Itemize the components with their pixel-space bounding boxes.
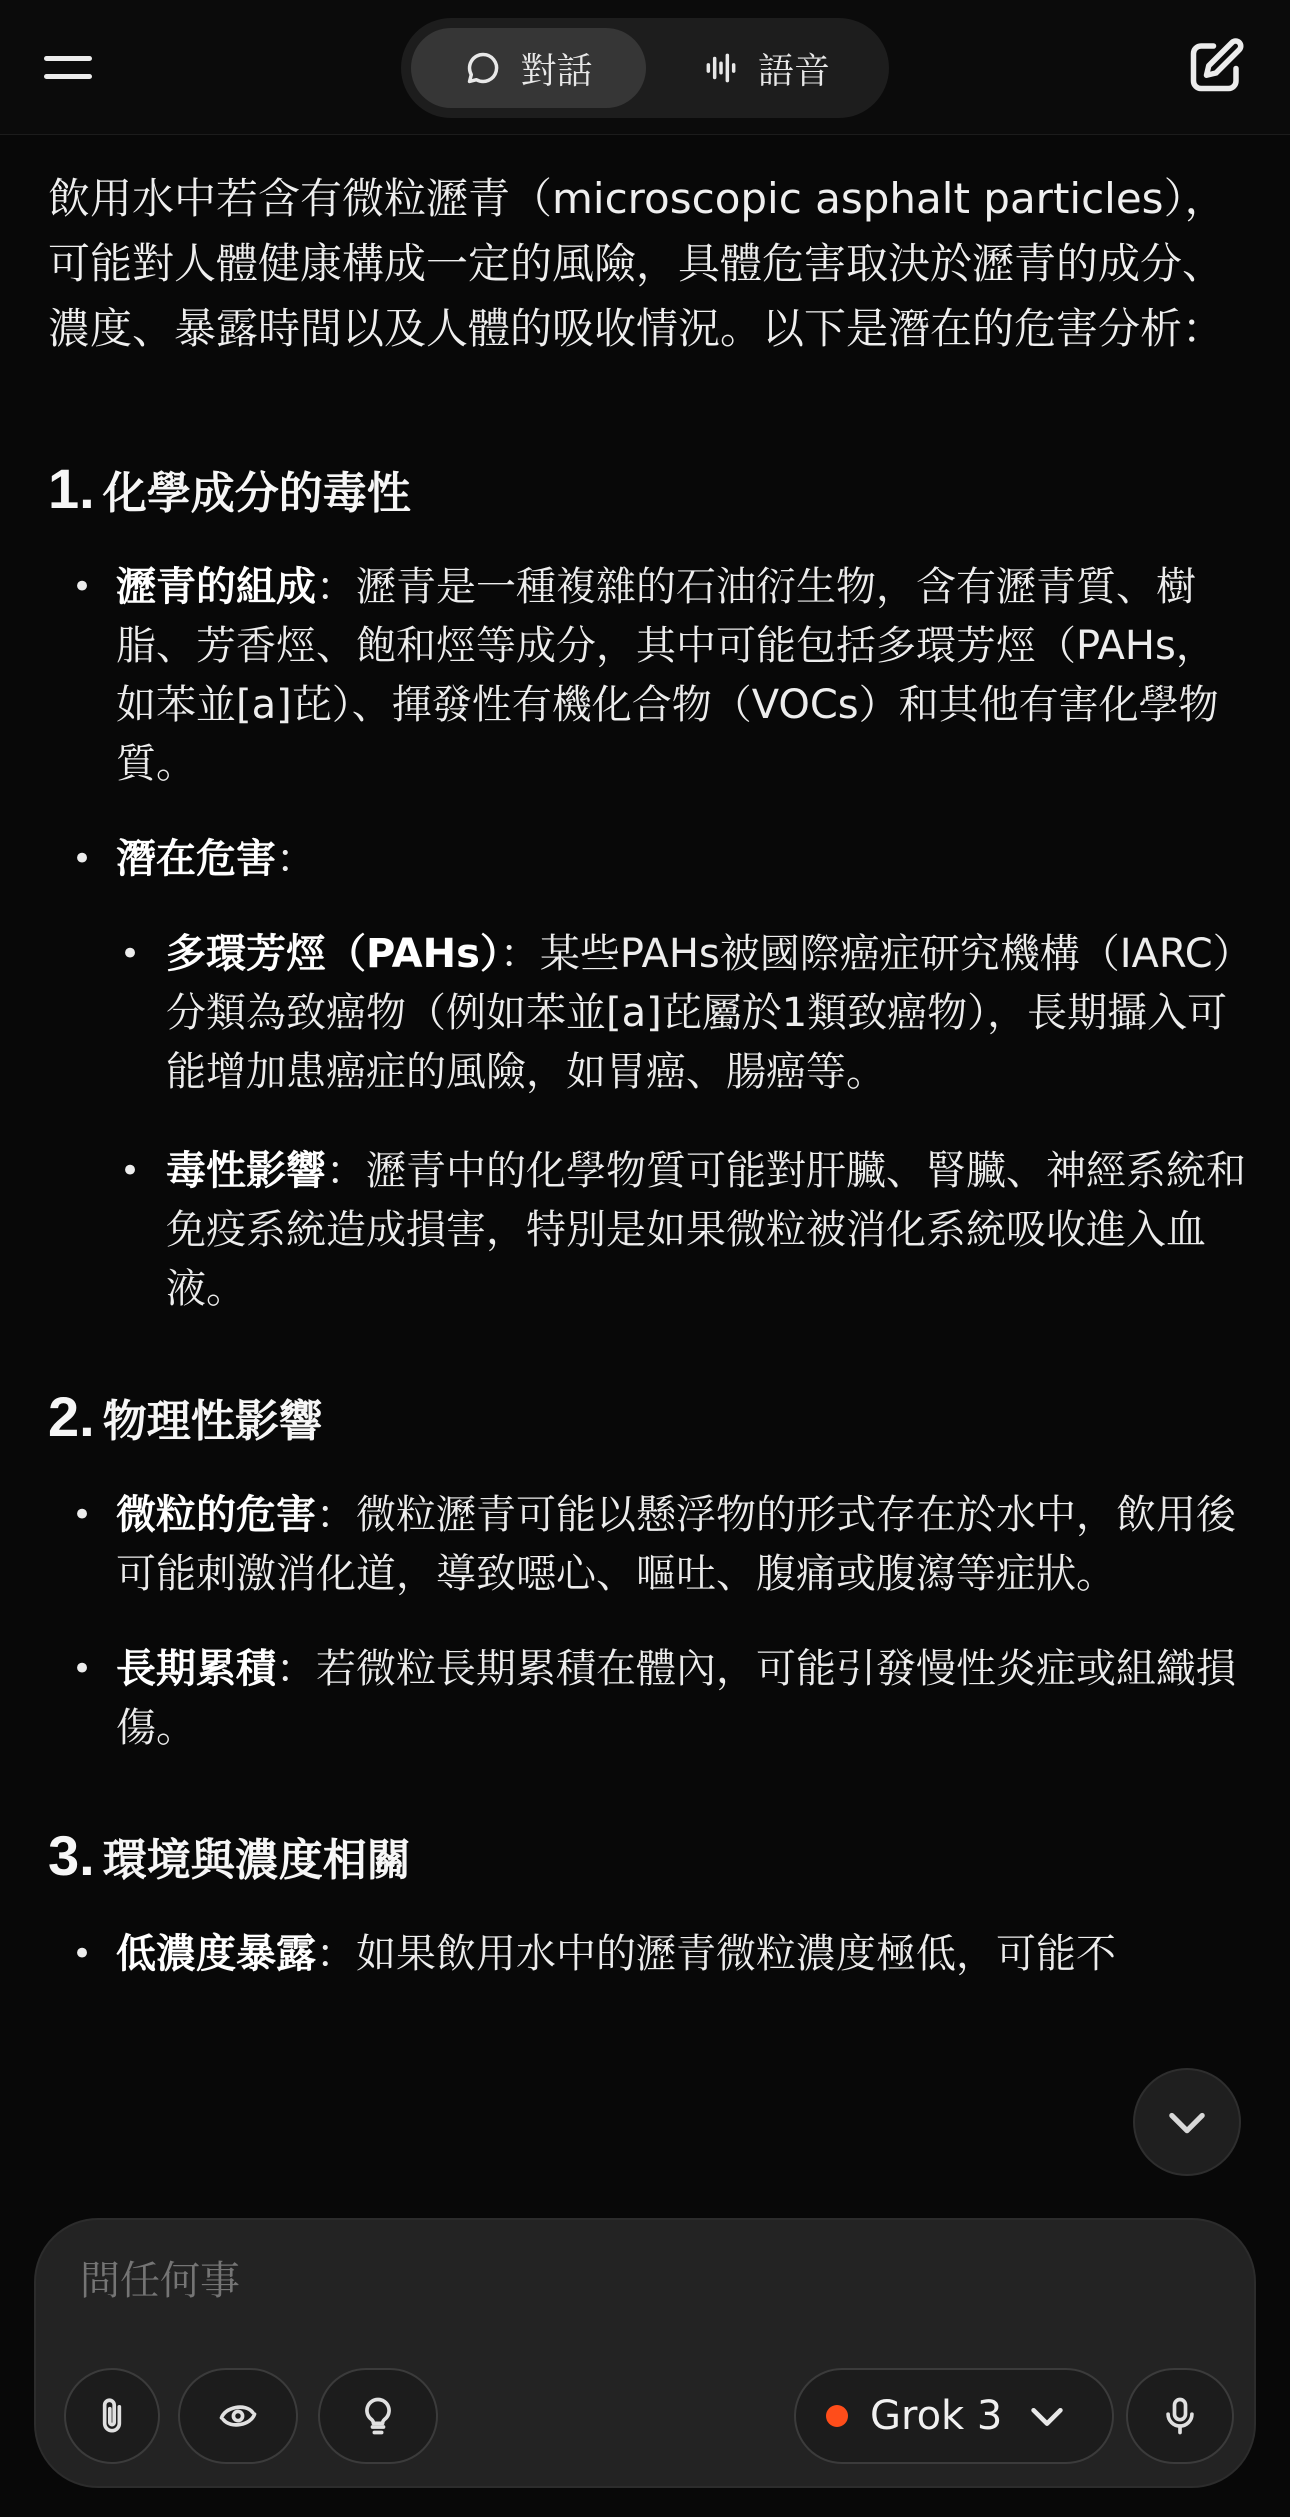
attach-button[interactable] (64, 2368, 160, 2464)
menu-button[interactable] (44, 50, 94, 86)
voice-input-button[interactable] (1126, 2368, 1234, 2464)
section-heading: 2. 物理性影響 (48, 1385, 323, 1448)
list-item: • 多環芳烴（PAHs）：某些PAHs被國際癌症研究機構（IARC）分類為致癌物（例如苯並[a]芘屬於1類致癌物），長期攝入可能增加患癌症的風險，如胃癌、腸癌等。 (96, 925, 1248, 1102)
lightbulb-icon (356, 2394, 400, 2438)
scroll-to-bottom-button[interactable] (1133, 2068, 1241, 2176)
mode-toggle (401, 18, 889, 118)
composer (34, 2218, 1256, 2488)
bullet-list (48, 1925, 1248, 1984)
section-heading: 3. 環境與濃度相關 (48, 1824, 411, 1887)
top-bar (0, 0, 1290, 135)
chevron-down-icon (1024, 2393, 1070, 2439)
conversation-area[interactable] (0, 136, 1290, 2226)
paperclip-icon (90, 2394, 134, 2438)
deepsearch-button[interactable] (318, 2368, 438, 2464)
tab-chat[interactable] (411, 28, 646, 108)
list-item: • 微粒的危害：微粒瀝青可能以懸浮物的形式存在於水中，飲用後可能刺激消化道，導致噁心、嘔吐、腹痛或腹瀉等症狀。 (48, 1486, 1248, 1604)
model-name: Grok 3 (870, 2393, 1003, 2439)
list-item: • 瀝青的組成：瀝青是一種複雜的石油衍生物，含有瀝青質、樹脂、芳香烴、飽和烴等成分，其中可能包括多環芳烴（PAHs，如苯並[a]芘）、揮發性有機化合物（VOCs）和其他有害化學物質。 (48, 558, 1248, 794)
tab-voice[interactable] (651, 28, 881, 108)
model-selector[interactable] (794, 2368, 1114, 2464)
microphone-icon (1158, 2394, 1202, 2438)
think-swirl-icon (216, 2394, 260, 2438)
new-chat-button[interactable] (1186, 36, 1246, 96)
tab-chat-label: 對話 (520, 50, 593, 92)
bullet-list (48, 558, 1248, 1319)
section-heading: 1. 化學成分的毒性 (48, 457, 411, 520)
chevron-down-icon (1161, 2096, 1213, 2148)
list-item: • 低濃度暴露：如果飲用水中的瀝青微粒濃度極低，可能不 (48, 1925, 1248, 1984)
chat-bubble-icon (464, 49, 502, 87)
list-item: • 長期累積：若微粒長期累積在體內，可能引發慢性炎症或組織損傷。 (48, 1640, 1248, 1758)
tab-voice-label: 語音 (757, 50, 830, 92)
waveform-icon (702, 49, 740, 87)
assistant-message (48, 166, 1248, 2020)
edit-icon (1186, 36, 1246, 96)
sub-bullet-list (96, 925, 1248, 1319)
menu-icon (44, 56, 92, 61)
list-item: • 潛在危害： • 多環芳烴（PAHs）：某些PAHs被國際癌症研究機構（IARC）分類為致癌物（例如苯並[a]芘屬於1類致癌物），長期攝入可能增加患癌症的風險，如胃癌、腸癌等。 • 毒性影響：瀝青中的化學物質可能對肝臟、腎臟、神經系統和免疫系統造成損害，特別是如果微粒被消化系統吸收進入血液。 (48, 830, 1248, 1319)
message-input[interactable] (80, 2258, 1180, 2304)
bullet-list (48, 1486, 1248, 1758)
model-status-dot (826, 2405, 848, 2427)
think-button[interactable] (178, 2368, 298, 2464)
message-intro: 飲用水中若含有微粒瀝青（microscopic asphalt particles），可能對人體健康構成一定的風險，具體危害取決於瀝青的成分、濃度、暴露時間以及人體的吸收情況。以下是潛在的危害分析： (48, 174, 1227, 353)
list-item: • 毒性影響：瀝青中的化學物質可能對肝臟、腎臟、神經系統和免疫系統造成損害，特別是如果微粒被消化系統吸收進入血液。 (96, 1142, 1248, 1319)
